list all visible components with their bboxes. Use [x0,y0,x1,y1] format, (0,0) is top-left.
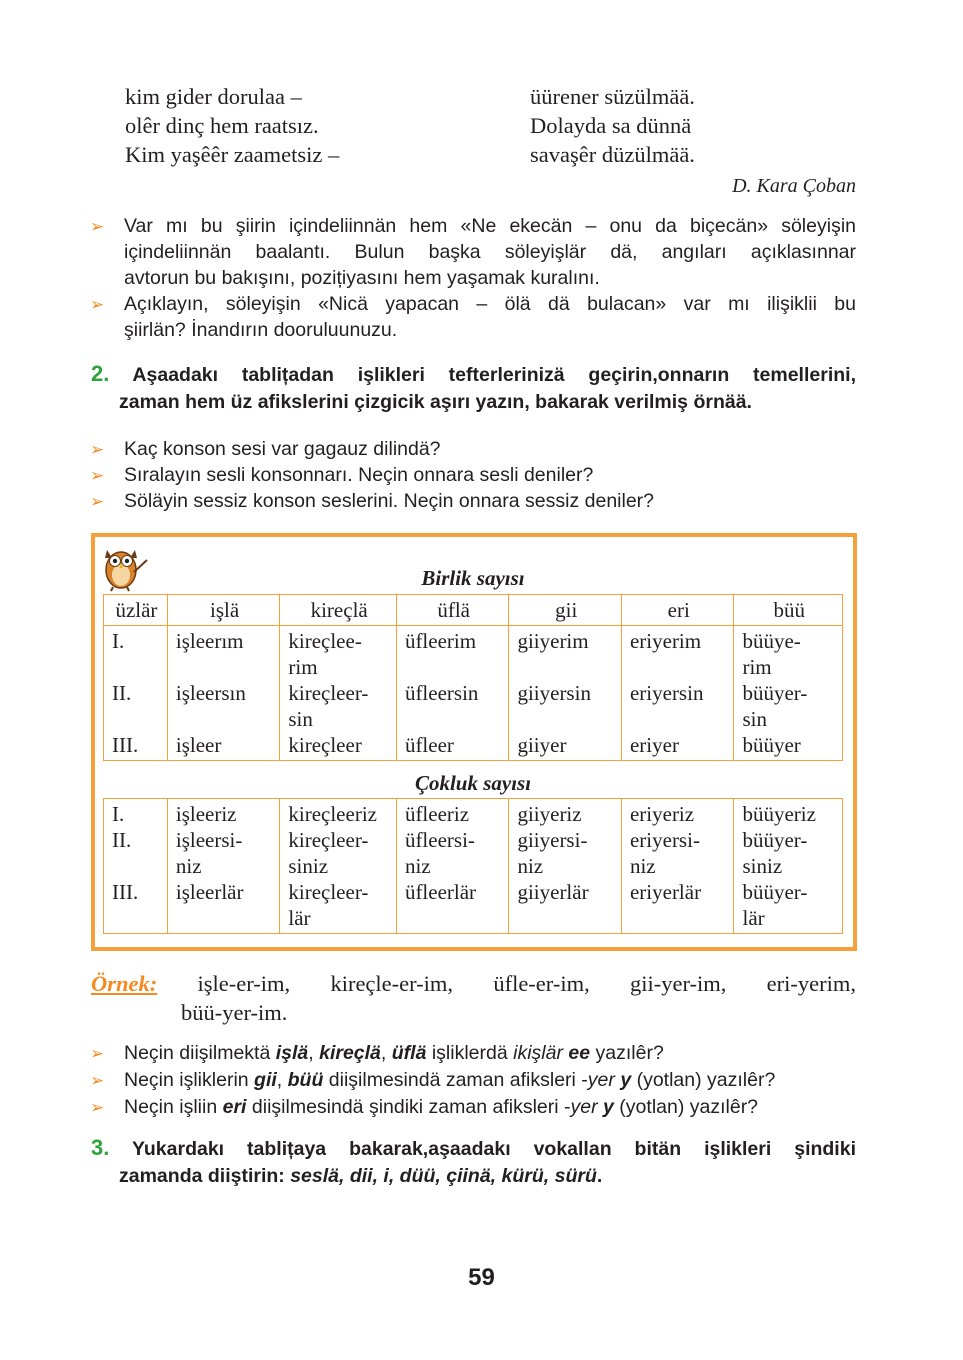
cell-line: sin [288,707,313,731]
task-number: 3. [91,1135,110,1160]
conjugation-cell [280,626,397,761]
cell-line: üfleer [404,733,454,757]
poem-right [530,82,695,169]
example-label: Örnek: [91,971,158,996]
cell-line: kireçleer- [288,681,369,705]
task-text: Aşaadakı tablițadan işlikleri tefterlerinizä geçirin,onnarın temellerini, [132,364,856,386]
cell-line: üfleeriz [404,802,470,826]
cell-line: kireçleer- [288,828,369,852]
cell-line: büüye- [742,629,801,653]
cell-line: işleeriz [175,802,237,826]
arrow-bullet-icon: ➢ [90,466,105,486]
poem-line: olêr dinç hem raatsız. [125,113,319,138]
task-3-line-1 [91,1134,856,1163]
cell-line: siniz [742,854,783,878]
conjugation-cell [280,799,397,934]
task-2-line-1 [91,360,856,389]
question-text: Neçin diişilmektä işlä, kireçlä, üflä işliklerdä ikişlär ee yazılêr? [124,1042,664,1064]
conjugation-cell [509,799,622,934]
task-text: Yukardakı tablițaya bakarak,aşaadakı vokallan bitän işlikleri şindiki [131,1138,856,1160]
cell-line: işleersi- [175,828,243,852]
poem-line: Kim yaşêêr zaametsiz – [125,142,340,167]
cell-line: giiyersin [517,681,591,705]
cell-line: giiyeriz [517,802,582,826]
poem-author: D. Kara Çoban [732,175,856,197]
arrow-bullet-icon: ➢ [90,1071,105,1091]
cell-line: I. [112,802,125,826]
conjugation-cell [621,799,734,934]
conjugation-cell [734,626,843,761]
task-3 [91,1134,856,1190]
table-header-cell: kireçlä [280,595,397,626]
arrow-bullet-icon: ➢ [90,492,105,512]
plural-title: Çokluk sayısı [414,771,532,795]
table-row [104,799,843,934]
cell-line: üfleersi- [404,828,475,852]
cell-line: I. [112,629,125,653]
singular-title: Birlik sayısı [421,566,525,590]
arrow-bullet-icon: ➢ [90,1098,105,1118]
cell-line: kireçleer- [288,880,369,904]
question-text: Sıralayın sesli konsonnarı. Neçin onnara sesli deniler? [124,464,594,486]
cell-line: işleerlär [175,880,244,904]
cell-line: niz [175,854,202,878]
arrow-bullet-icon: ➢ [90,295,105,315]
question-text [124,291,856,343]
cell-line: üfleerim [404,629,477,653]
table-row [104,626,843,761]
example-block [91,969,856,1027]
cell-line: siniz [288,854,329,878]
cell-line: büüyer- [742,880,808,904]
conjugation-cell [734,799,843,934]
conjugation-cell [167,799,280,934]
question-text: Söläyin sessiz konson seslerini. Neçin onnara sessiz deniler? [124,490,655,512]
question-text: Kaç konson sesi var gagauz dilindä? [124,438,441,460]
table-header-cell: işlä [167,595,280,626]
example-line-2: büü-yer-im. [181,1000,288,1025]
question-text: Neçin işliin eri diişilmesindä şindiki zaman afiksleri -yer y (yotlan) yazılêr? [124,1096,759,1118]
cell-line: üfleerlär [404,880,477,904]
cell-line: büüyer- [742,681,808,705]
table-header-cell: büü [734,595,843,626]
question-line: Var mı bu şiirin içindeliinnän hem «Ne ekecän – onu da biçecän» söleyişin [124,215,856,237]
cell-line: eriyerim [629,629,702,653]
cell-line: büüyeriz [742,802,816,826]
cell-line: rim [742,655,772,679]
cell-line: eriyeriz [629,802,695,826]
table-header-cell: eri [621,595,734,626]
question-text: Neçin işliklerin gii, büü diişilmesindä zaman afiksleri -yer y (yotlan) yazılêr? [124,1069,776,1091]
cell-line: III. [112,880,139,904]
cell-line: sin [742,707,767,731]
cell-line: niz [404,854,431,878]
cell-line: eriyerlär [629,880,702,904]
table-header-cell: üzlär [104,595,168,626]
cell-line: giiyer [517,733,567,757]
arrow-bullet-icon: ➢ [90,217,105,237]
poem-line: kim gider dorulaa – [125,84,302,109]
cell-line: giiyerim [517,629,589,653]
cell-line: niz [517,854,544,878]
example-line-1 [91,969,856,998]
conjugation-cell [396,626,509,761]
task-3-line-2: zamanda diiştirin: seslä, dii, i, düü, çiinä, kürü, sürü. [119,1165,603,1187]
task-2 [91,360,856,416]
person-cell [104,799,168,934]
cell-line: üfleersin [404,681,479,705]
cell-line: işleersın [175,681,246,705]
cell-line: III. [112,733,139,757]
question-text [124,213,856,291]
cell-line: II. [112,681,132,705]
arrow-bullet-icon: ➢ [90,1044,105,1064]
question-line: avtorun bu bakışını, pozițiyasını hem yaşamak kuralını. [124,267,600,289]
cell-line: II. [112,828,132,852]
poem-line: Dolayda sa dünnä [530,113,692,138]
question-line: içindeliinnän baalantı. Bulun başka söleyişlär dä, angıları açıklasınnar [124,241,856,263]
cell-line: lär [742,906,765,930]
cell-line: işleer [175,733,222,757]
conjugation-cell [396,799,509,934]
conjugation-cell [167,626,280,761]
cell-line: büüyer [742,733,801,757]
cell-line: kireçlee- [288,629,362,653]
question-line: Açıklayın, söleyişin «Nicä yapacan – ölä dä bulacan» var mı ilişiklii bu [124,293,856,315]
cell-line: lär [288,906,311,930]
singular-table [103,594,843,761]
cell-line: niz [629,854,656,878]
page-number: 59 [468,1264,495,1291]
cell-line: eriyersi- [629,828,700,852]
cell-line: giiyersi- [517,828,588,852]
table-header-cell: üflä [396,595,509,626]
cell-line: giiyerlär [517,880,589,904]
poem-line: üürener süzülmää. [530,84,695,109]
cell-line: büüyer- [742,828,808,852]
cell-line: eriyersin [629,681,704,705]
cell-line: kireçleer [288,733,362,757]
example-text: işle-er-im, kireçle-er-im, üfle-er-im, gii-yer-im, eri-yerim, [197,971,856,996]
task-2-line-2: zaman hem üz afikslerini çizgicik aşırı yazın, bakarak verilmiş örnää. [119,391,752,413]
cell-line: eriyer [629,733,679,757]
conjugation-cell [509,626,622,761]
poem-left [125,82,339,169]
cell-line: kireçleeriz [288,802,377,826]
plural-table [103,798,843,934]
person-cell [104,626,168,761]
cell-line: işleerım [175,629,244,653]
cell-line: rim [288,655,318,679]
arrow-bullet-icon: ➢ [90,440,105,460]
table-header-cell: gii [509,595,622,626]
table-header-row [104,595,843,626]
poem-line: savaşêr düzülmää. [530,142,695,167]
question-line: şiirlän? İnandırın dooruluunuzu. [124,319,398,341]
conjugation-cell [621,626,734,761]
task-number: 2. [91,361,110,386]
